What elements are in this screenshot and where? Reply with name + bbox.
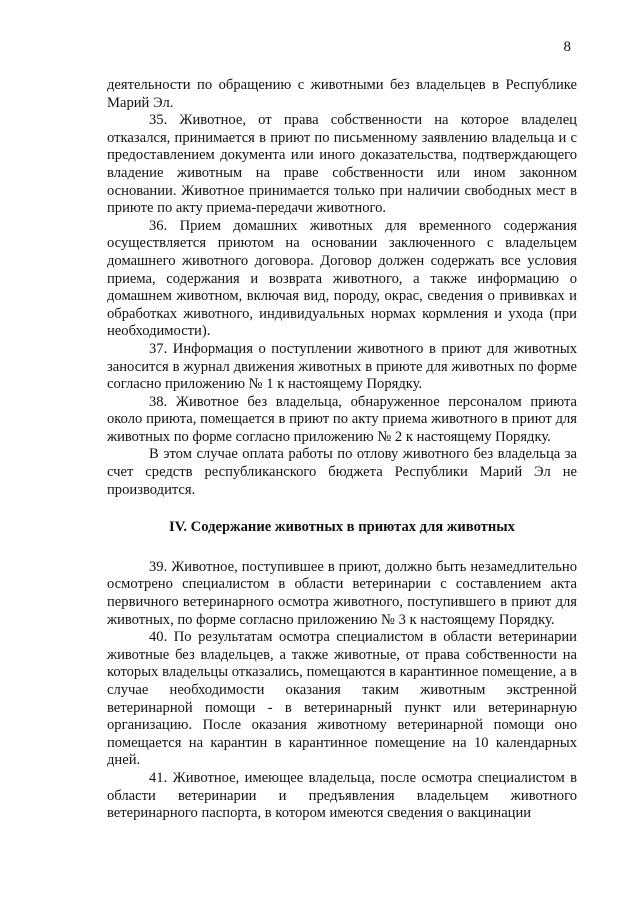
paragraph-39: 39. Животное, поступившее в приют, должно быть незамедлительно осмотрено специалистом в области ветеринарии с составлением акта первичного ветеринарного осмотра животного, поступившего в приют для животных, по форме согласно приложению № 3 к настоящему Порядку. — [107, 558, 577, 628]
paragraph-40: 40. По результатам осмотра специалистом в области ветеринарии животные без владельцев, а также животные, от права собственности на которых владельцы отказались, помещаются в карантинное помещение, а в случае необходимости оказания таким животным экстренной ветеринарной помощи - в ветеринарный пункт или ветеринарную организацию. После оказания животному ветеринарной помощи оно помещается на карантин в карантинное помещение на 10 календарных дней. — [107, 629, 577, 769]
paragraph-38-note: В этом случае оплата работы по отлову животного без владельца за счет средств республиканского бюджета Республики Марий Эл не производится. — [107, 446, 577, 498]
paragraph-38: 38. Животное без владельца, обнаруженное персоналом приюта около приюта, помещается в приют по акту приема животного в приют для животных по форме согласно приложению № 2 к настоящему Порядку. — [107, 393, 577, 445]
page-number: 8 — [563, 39, 571, 55]
document-body — [107, 77, 577, 823]
paragraph-continuation: деятельности по обращению с животными без владельцев в Республике Марий Эл. — [107, 77, 577, 111]
section-heading-iv: IV. Содержание животных в приютах для животных — [169, 519, 515, 536]
paragraph-41: 41. Животное, имеющее владельца, после осмотра специалистом в области ветеринарии и предъявления владельцем животного ветеринарного паспорта, в котором имеются сведения о вакцинации — [107, 769, 577, 822]
paragraph-35: 35. Животное, от права собственности на которое владелец отказался, принимается в приют по письменному заявлению владельца и с предоставлением документа или иного доказательства, подтверждающего владение животным на праве собственности или ином законном основании. Животное принимается только при наличии свободных мест в приюте по акту приема-передачи животного. — [107, 112, 577, 217]
paragraph-37: 37. Информация о поступлении животного в приют для животных заносится в журнал движения животных в приюте для животных по форме согласно приложению № 1 к настоящему Порядку. — [107, 340, 577, 393]
paragraph-36: 36. Прием домашних животных для временного содержания осуществляется приютом на основании заключенного с владельцем домашнего животного договора. Договор должен содержать все условия приема, содержания и возврата животного, а также информацию о домашнем животном, включая вид, породу, окрас, сведения о прививках и обработках животного, индивидуальных нормах кормления и ухода (при необходимости). — [107, 217, 577, 340]
